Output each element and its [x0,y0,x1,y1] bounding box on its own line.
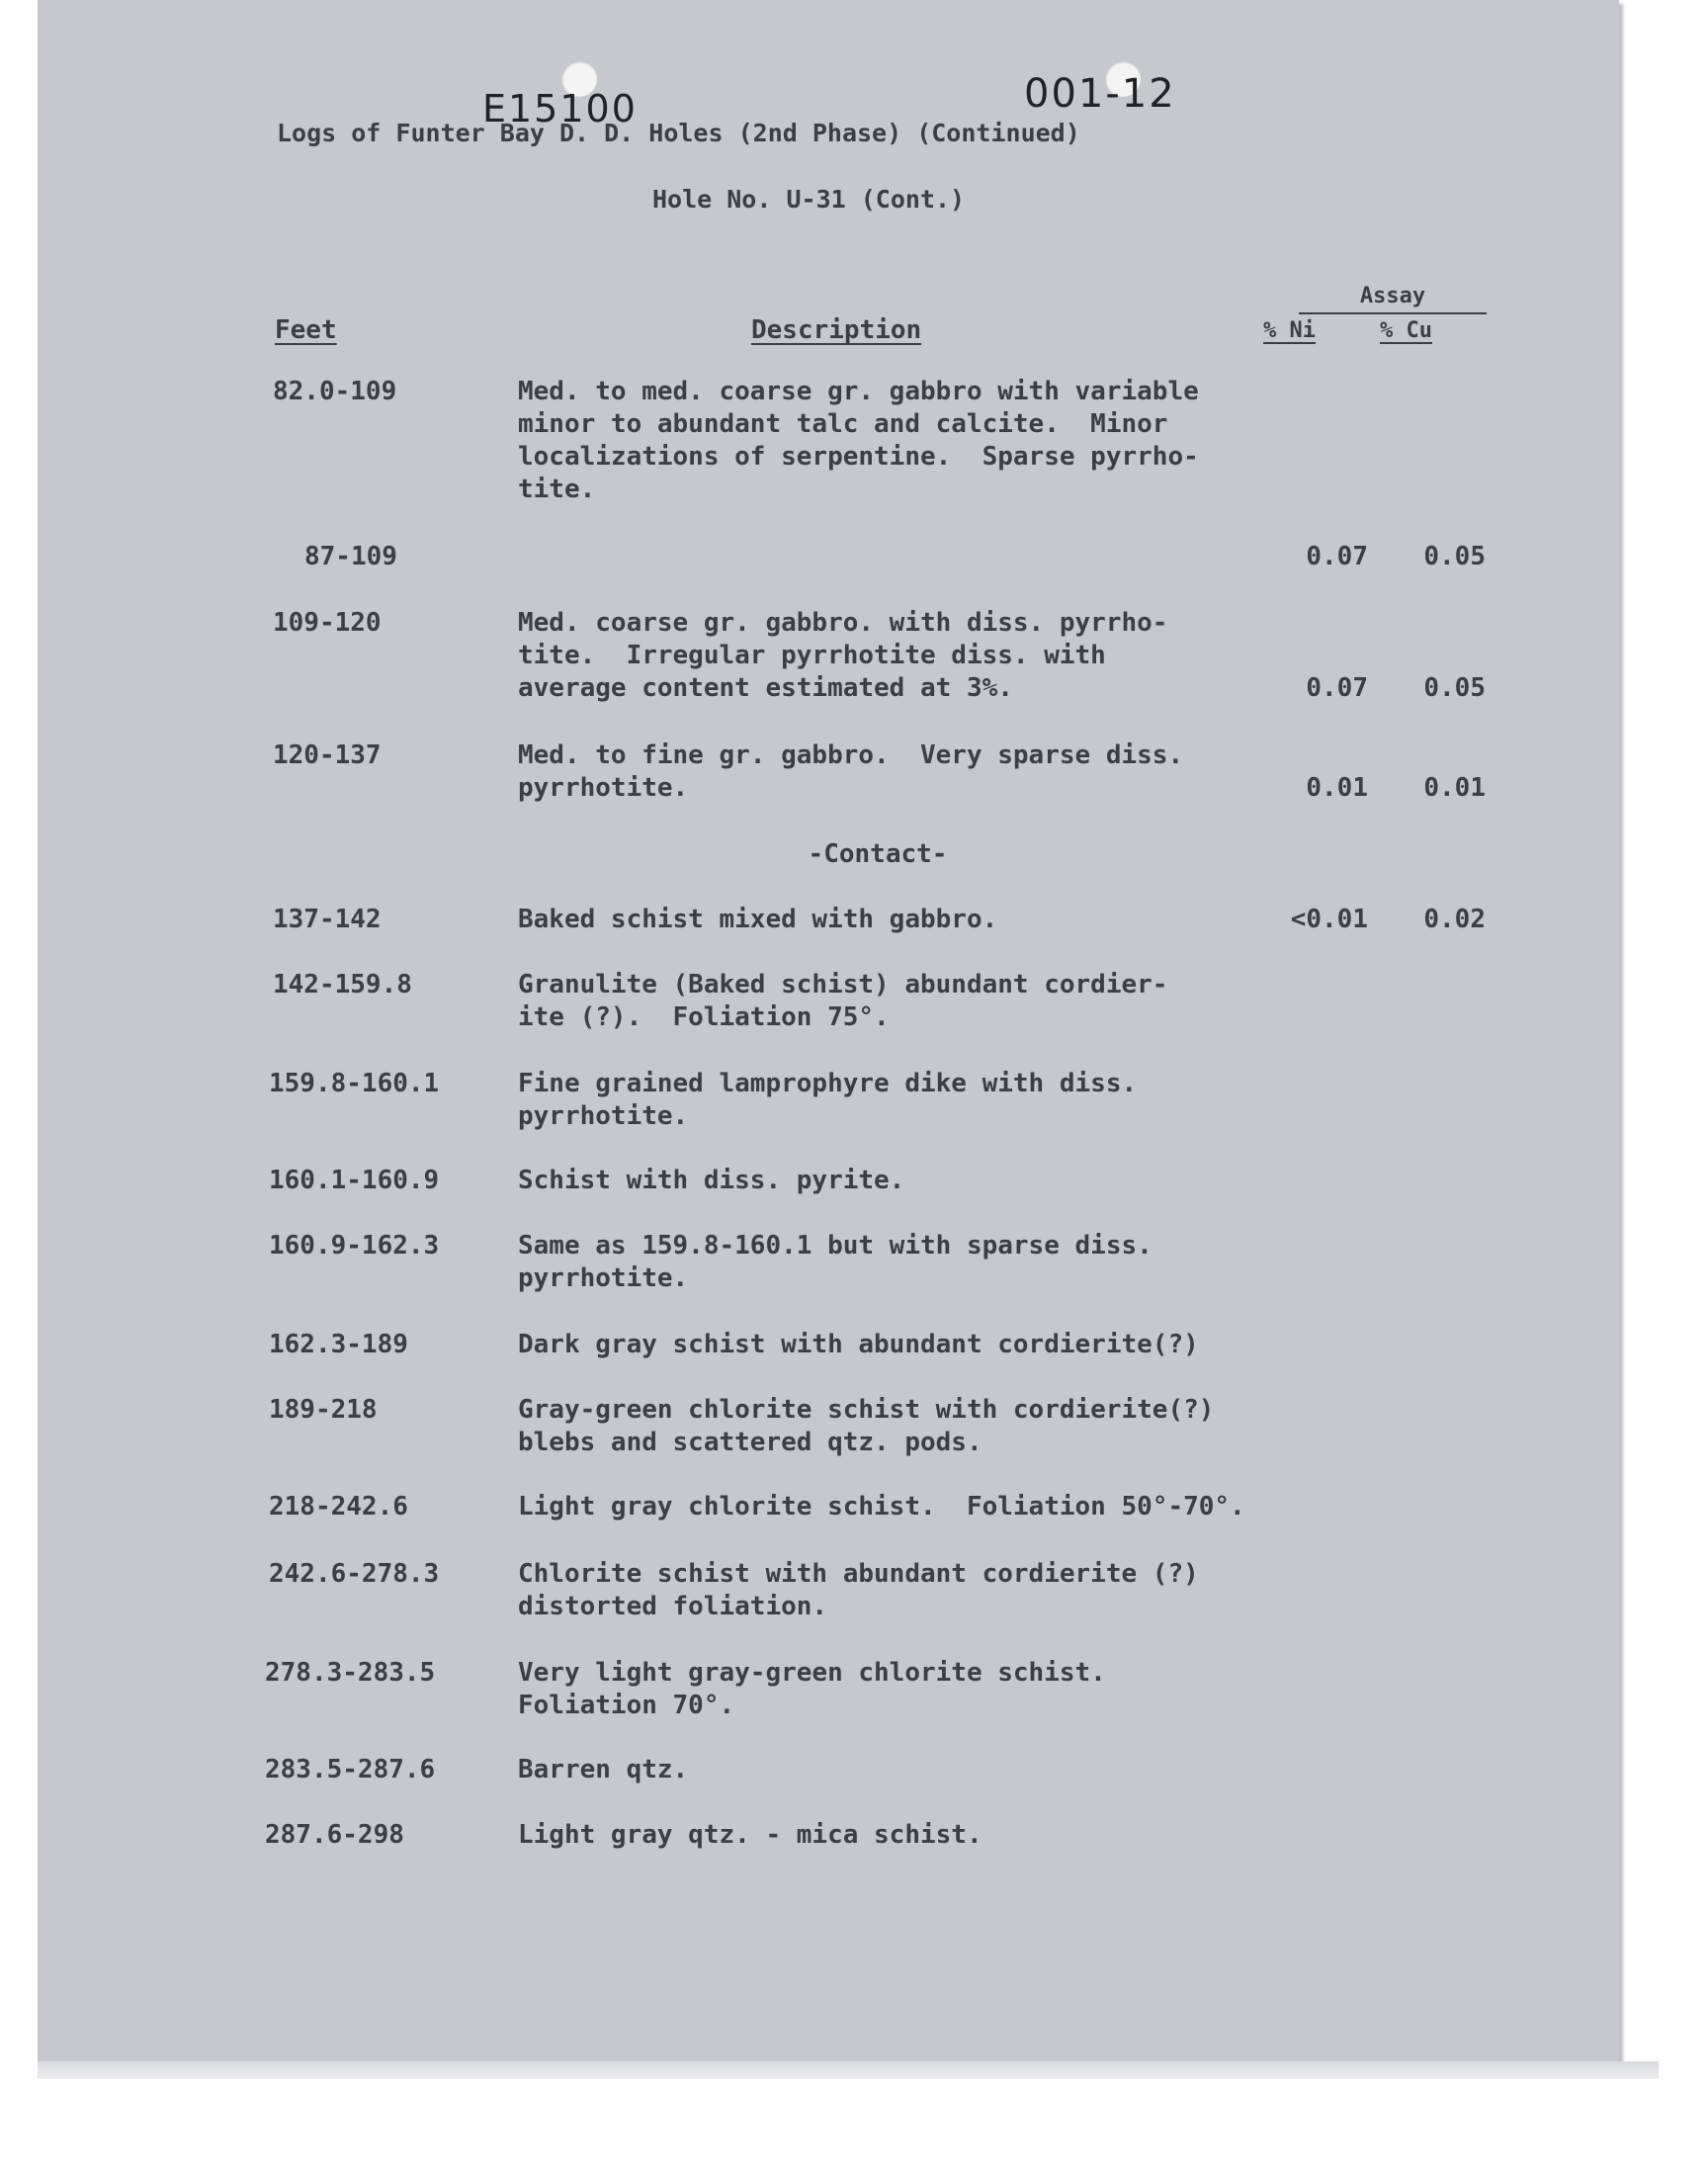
description-cell: Fine grained lamprophyre dike with diss. pyrrhotite. [518,1069,1138,1131]
handwritten-number-right: 001-12 [1024,71,1176,117]
feet-cell: 87-109 [304,542,397,571]
feet-cell: 109-120 [273,608,382,638]
feet-cell: 160.1-160.9 [269,1166,440,1195]
feet-cell: 137-142 [273,905,382,934]
description-cell: Light gray qtz. - mica schist. [518,1820,982,1850]
cu-value: 0.05 [1423,542,1486,571]
description-cell: Gray-green chlorite schist with cordierite(?) blebs and scattered qtz. pods. [518,1395,1215,1457]
handwritten-number-left: E15100 [482,87,638,130]
document-page [38,0,1619,2061]
feet-cell: 287.6-298 [265,1820,404,1850]
description-cell: Med. to fine gr. gabbro. Very sparse diss. pyrrhotite. [518,740,1184,803]
hole-number: Hole No. U-31 (Cont.) [652,185,966,214]
feet-cell: 82.0-109 [273,377,397,406]
description-cell: Schist with diss. pyrite. [518,1166,905,1195]
description-cell: Med. to med. coarse gr. gabbro with variable minor to abundant talc and calcite. Minor localizations of serpentine. Sparse pyrrho- tite. [518,377,1199,504]
column-header-assay: Assay [1359,284,1426,308]
feet-cell: 283.5-287.6 [265,1755,436,1784]
description-cell: Same as 159.8-160.1 but with sparse diss. pyrrhotite. [518,1231,1153,1293]
feet-cell: 160.9-162.3 [269,1231,440,1261]
page-title: Logs of Funter Bay D. D. Holes (2nd Phase) (Continued) [277,119,1080,147]
feet-cell: 162.3-189 [269,1330,408,1359]
column-header-cu: % Cu [1380,318,1432,343]
feet-cell: 278.3-283.5 [265,1658,436,1688]
description-cell: Dark gray schist with abundant cordierite(?) [518,1330,1199,1359]
description-cell: Granulite (Baked schist) abundant cordier- ite (?). Foliation 75°. [518,970,1168,1032]
description-cell: Light gray chlorite schist. Foliation 50°-70°. [518,1492,1245,1522]
ni-value: <0.01 [1290,905,1368,934]
contact-label: -Contact- [808,839,948,869]
feet-cell: 242.6-278.3 [269,1559,440,1589]
ni-value: 0.07 [1306,673,1368,703]
description-cell: Chlorite schist with abundant cordierite (?) distorted foliation. [518,1559,1199,1621]
cu-value: 0.01 [1423,773,1486,803]
column-header-description: Description [751,315,922,345]
cu-value: 0.02 [1423,905,1486,934]
description-cell: Barren qtz. [518,1755,689,1784]
scan-edge [38,2061,1659,2079]
column-header-feet: Feet [275,315,337,345]
feet-cell: 120-137 [273,740,382,770]
description-cell: Baked schist mixed with gabbro. [518,905,998,934]
description-cell: Med. coarse gr. gabbro. with diss. pyrrho- tite. Irregular pyrrhotite diss. with average content estimated at 3%. [518,608,1168,703]
cu-value: 0.05 [1423,673,1486,703]
feet-cell: 159.8-160.1 [269,1069,440,1098]
ni-value: 0.07 [1306,542,1368,571]
column-header-ni: % Ni [1263,318,1316,343]
feet-cell: 218-242.6 [269,1492,408,1522]
feet-cell: 142-159.8 [273,970,412,1000]
ni-value: 0.01 [1306,773,1368,803]
feet-cell: 189-218 [269,1395,378,1425]
description-cell: Very light gray-green chlorite schist. Foliation 70°. [518,1658,1106,1720]
